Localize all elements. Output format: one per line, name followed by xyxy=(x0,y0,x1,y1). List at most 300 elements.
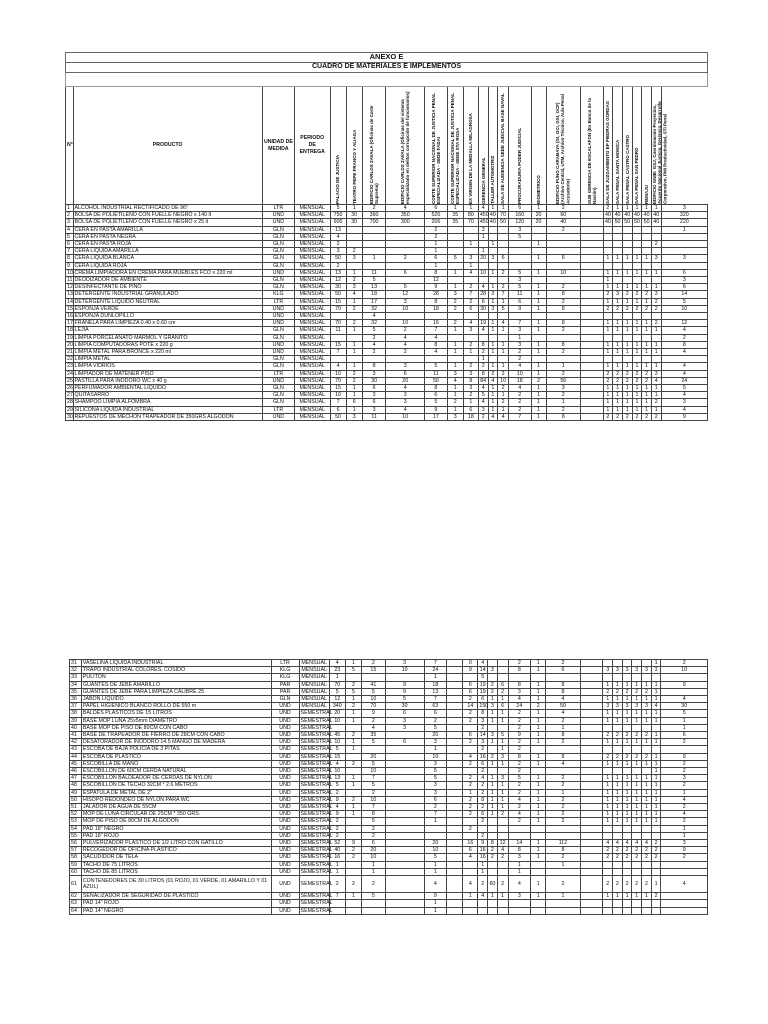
quantity-cell xyxy=(463,313,478,320)
product-name: CREMA LIMPIADORA EN CREMA PARA MUEBLES FCO x 220 ml xyxy=(73,269,262,276)
quantity-cell xyxy=(447,262,463,269)
quantity-cell: 70 xyxy=(498,212,509,219)
product-name: ESPONJA DUNLOPILLO xyxy=(73,313,262,320)
quantity-cell: 70 xyxy=(330,377,346,384)
quantity-cell: 1 xyxy=(622,775,632,782)
quantity-cell xyxy=(447,900,463,907)
quantity-cell xyxy=(622,746,632,753)
quantity-cell: 1 xyxy=(497,796,508,803)
quantity-cell: 1 xyxy=(632,696,642,703)
quantity-cell: 70 xyxy=(330,320,346,327)
quantity-cell: 2 xyxy=(345,681,361,688)
quantity-cell: 2 xyxy=(478,789,488,796)
quantity-cell: 3 xyxy=(613,291,623,298)
quantity-cell: 1 xyxy=(642,818,652,825)
row-number: 2 xyxy=(66,212,74,219)
quantity-cell: 2 xyxy=(622,377,632,384)
quantity-cell xyxy=(531,674,546,681)
quantity-cell: 1 xyxy=(488,811,498,818)
quantity-cell: 1 xyxy=(651,385,661,392)
quantity-cell: 1 xyxy=(497,717,508,724)
table-row xyxy=(66,406,708,413)
table-row xyxy=(66,313,708,320)
unit-cell: UND xyxy=(262,305,294,312)
period-cell: MENSUAL xyxy=(295,406,330,413)
quantity-cell: 1 xyxy=(613,284,623,291)
quantity-cell: 6 xyxy=(546,667,580,674)
quantity-cell xyxy=(632,724,642,731)
table-row xyxy=(70,782,708,789)
quantity-cell: 1 xyxy=(346,406,362,413)
quantity-cell: 1 xyxy=(488,710,498,717)
quantity-cell: 1 xyxy=(603,284,613,291)
quantity-cell xyxy=(386,248,425,255)
quantity-cell: 5 xyxy=(508,284,531,291)
quantity-cell: 5 xyxy=(329,688,345,695)
quantity-cell: 3 xyxy=(651,667,661,674)
quantity-cell: 5 xyxy=(508,269,531,276)
quantity-cell: 1 xyxy=(531,269,546,276)
row-number: 61 xyxy=(70,876,82,893)
quantity-cell: 2 xyxy=(613,413,623,420)
quantity-cell: 3 xyxy=(463,255,478,262)
quantity-cell: 4 xyxy=(425,349,448,356)
table-row xyxy=(70,674,708,681)
quantity-cell: 2 xyxy=(508,717,531,724)
quantity-cell: 1 xyxy=(603,739,613,746)
table-row xyxy=(70,760,708,767)
quantity-cell: 2 xyxy=(463,298,478,305)
quantity-cell: 1 xyxy=(651,205,661,212)
quantity-cell xyxy=(497,818,508,825)
quantity-cell xyxy=(580,804,603,811)
quantity-cell: 5 xyxy=(425,363,448,370)
quantity-cell xyxy=(651,746,661,753)
quantity-cell: 30 xyxy=(480,305,487,312)
quantity-cell: 2 xyxy=(508,349,531,356)
quantity-cell: 4 xyxy=(603,840,613,847)
quantity-cell xyxy=(580,305,603,312)
quantity-cell: 3 xyxy=(385,660,424,667)
quantity-cell: 2 xyxy=(498,284,509,291)
quantity-cell: 1 xyxy=(508,868,531,875)
quantity-cell: 1 xyxy=(632,710,642,717)
quantity-cell: 2 xyxy=(362,334,386,341)
quantity-cell: 14 xyxy=(479,732,486,739)
quantity-cell: 1 xyxy=(508,861,531,868)
quantity-cell: 1 xyxy=(632,320,642,327)
header-location xyxy=(622,87,632,205)
quantity-cell: 3 xyxy=(546,385,580,392)
quantity-cell: 1 xyxy=(632,739,642,746)
row-number: 12 xyxy=(67,284,73,291)
quantity-cell: 1 xyxy=(632,782,642,789)
product-name: CERA LIQUIDA BLANCA xyxy=(73,255,262,262)
quantity-cell xyxy=(580,349,603,356)
period-cell: SEMESTRAL xyxy=(300,854,333,861)
quantity-cell xyxy=(385,796,424,803)
quantity-cell: 3 xyxy=(447,370,463,377)
quantity-cell: 2 xyxy=(546,796,580,803)
quantity-cell: 40 xyxy=(329,847,345,854)
quantity-cell: 2 xyxy=(632,413,642,420)
quantity-cell: 1 xyxy=(478,861,488,868)
quantity-cell: 20 xyxy=(329,710,345,717)
quantity-cell: 2 xyxy=(603,847,613,854)
table-row xyxy=(66,356,708,363)
product-name: ALCOHOL INDUSTRIAL RECTIFICADO DE 96° xyxy=(73,205,262,212)
quantity-cell: 1 xyxy=(603,385,613,392)
quantity-cell: 18 xyxy=(424,681,447,688)
quantity-cell: 23 xyxy=(329,667,345,674)
quantity-cell xyxy=(531,356,546,363)
quantity-cell xyxy=(613,907,623,914)
quantity-cell: 1 xyxy=(651,392,661,399)
quantity-cell xyxy=(622,226,632,233)
product-name: SEÑALIZADOR DE SEGURIDAD DE PLASTICO xyxy=(81,893,271,900)
row-number: 15 xyxy=(67,305,73,312)
quantity-cell: 1 xyxy=(642,349,652,356)
quantity-cell: 2 xyxy=(488,847,498,854)
quantity-cell: 9 xyxy=(463,667,478,674)
quantity-cell xyxy=(642,907,652,914)
quantity-cell xyxy=(488,262,498,269)
quantity-cell: 1 xyxy=(498,327,509,334)
quantity-cell xyxy=(622,248,632,255)
quantity-cell: 1 xyxy=(498,406,509,413)
row-number: 34 xyxy=(70,681,82,688)
period-cell: SEMESTRAL xyxy=(300,868,333,875)
quantity-cell xyxy=(580,861,603,868)
quantity-cell: 50 xyxy=(425,377,448,384)
quantity-cell: 1 xyxy=(642,717,652,724)
quantity-cell: 30 xyxy=(385,703,424,710)
product-name: RECOGEDOR DE OFICINA PLASTICO xyxy=(81,847,271,854)
quantity-cell: 1 xyxy=(447,349,463,356)
quantity-cell: 450 xyxy=(479,219,489,226)
quantity-cell: 4 xyxy=(613,840,623,847)
quantity-cell: 6 xyxy=(508,205,531,212)
quantity-cell xyxy=(642,746,652,753)
row-number: 35 xyxy=(70,688,82,695)
quantity-cell: 2 xyxy=(632,854,642,861)
quantity-cell xyxy=(463,248,478,255)
quantity-cell: 1 xyxy=(531,370,546,377)
quantity-cell: 20 xyxy=(424,840,447,847)
quantity-cell: 6 xyxy=(385,739,424,746)
quantity-cell: 2 xyxy=(632,370,642,377)
quantity-cell: 1 xyxy=(497,893,508,900)
unit-cell: UND xyxy=(271,854,299,861)
quantity-cell: 1 xyxy=(498,363,509,370)
quantity-cell: 1 xyxy=(531,876,546,893)
quantity-cell: 8 xyxy=(546,732,580,739)
product-name: CERA EN PASTA AMARILLA xyxy=(73,226,262,233)
quantity-cell: 2 xyxy=(346,320,362,327)
quantity-cell: 2 xyxy=(651,241,661,248)
row-number: 53 xyxy=(70,818,82,825)
quantity-cell: 1 xyxy=(531,893,546,900)
quantity-cell: 4 xyxy=(386,334,425,341)
quantity-cell: 3 xyxy=(386,363,425,370)
quantity-cell: 4 xyxy=(661,406,707,413)
table-row xyxy=(66,377,708,384)
quantity-cell: 1 xyxy=(632,796,642,803)
row-number: 6 xyxy=(66,241,74,248)
quantity-cell: 2 xyxy=(329,876,345,893)
quantity-cell: 7 xyxy=(330,349,346,356)
quantity-cell xyxy=(622,241,632,248)
quantity-cell: 1 xyxy=(632,893,642,900)
quantity-cell xyxy=(345,907,361,914)
quantity-cell: 2 xyxy=(603,732,613,739)
quantity-cell xyxy=(622,724,632,731)
product-name: ESCOBA DE BAJA POLICIA DE 3 PITAS xyxy=(81,746,271,753)
quantity-cell xyxy=(651,868,661,875)
quantity-cell xyxy=(613,356,623,363)
quantity-cell: 12 xyxy=(330,277,346,284)
quantity-cell: 2 xyxy=(546,854,580,861)
quantity-cell xyxy=(463,868,478,875)
quantity-cell xyxy=(447,226,463,233)
quantity-cell: 3 xyxy=(386,392,425,399)
table-row xyxy=(66,291,708,298)
quantity-cell: 1 xyxy=(632,298,642,305)
header-location-label: TALLER AUTOMOTRIZ xyxy=(490,155,496,204)
quantity-cell: 9 xyxy=(329,796,345,803)
quantity-cell: 1 xyxy=(642,341,652,348)
quantity-cell: 40 xyxy=(489,212,496,219)
quantity-cell: 120 xyxy=(508,219,531,226)
header-location xyxy=(508,87,531,205)
row-number: 43 xyxy=(70,746,82,753)
header-location-label: REMAJU xyxy=(643,184,649,204)
quantity-cell: 2 xyxy=(345,760,361,767)
quantity-cell: 3 xyxy=(661,277,707,284)
quantity-cell: 15 xyxy=(362,667,386,674)
quantity-cell: 5 xyxy=(497,732,508,739)
quantity-cell: 6 xyxy=(424,710,447,717)
quantity-cell: 5 xyxy=(661,710,708,717)
row-number: 37 xyxy=(70,703,82,710)
quantity-cell: 2 xyxy=(632,305,642,312)
quantity-cell: 3 xyxy=(661,775,708,782)
quantity-cell xyxy=(447,233,463,240)
table-row xyxy=(70,796,708,803)
quantity-cell xyxy=(463,768,478,775)
quantity-cell: 1 xyxy=(329,868,345,875)
quantity-cell: 2 xyxy=(329,818,345,825)
quantity-cell: 3 xyxy=(661,255,707,262)
quantity-cell: 2 xyxy=(329,789,345,796)
quantity-cell xyxy=(447,717,463,724)
quantity-cell xyxy=(531,907,546,914)
quantity-cell xyxy=(580,219,603,226)
quantity-cell: 1 xyxy=(488,320,498,327)
table-row xyxy=(66,349,708,356)
quantity-cell: 1 xyxy=(463,399,478,406)
quantity-cell: 10 xyxy=(546,269,580,276)
quantity-cell: 4 xyxy=(488,377,498,384)
quantity-cell: 700 xyxy=(362,219,386,226)
period-cell: MENSUAL xyxy=(295,291,330,298)
quantity-cell xyxy=(622,868,632,875)
quantity-cell: 16 xyxy=(479,854,486,861)
quantity-cell xyxy=(580,840,603,847)
quantity-cell: 11 xyxy=(362,269,386,276)
quantity-cell xyxy=(447,818,463,825)
quantity-cell: 4 xyxy=(642,840,652,847)
product-name: PAD 18" NEGRO xyxy=(81,825,271,832)
quantity-cell xyxy=(613,746,623,753)
row-number: 19 xyxy=(67,334,73,341)
quantity-cell: 3 xyxy=(508,893,531,900)
quantity-cell: 1 xyxy=(362,861,386,868)
table-row xyxy=(70,775,708,782)
row-number: 20 xyxy=(67,341,73,348)
quantity-cell: 8 xyxy=(546,753,580,760)
quantity-cell xyxy=(463,900,478,907)
quantity-cell xyxy=(508,248,531,255)
period-cell: MENSUAL xyxy=(295,298,330,305)
quantity-cell: 2 xyxy=(613,688,623,695)
quantity-cell: 2 xyxy=(603,291,613,298)
quantity-cell xyxy=(603,724,613,731)
quantity-cell: 2 xyxy=(603,413,613,420)
quantity-cell xyxy=(488,313,498,320)
table-row xyxy=(70,907,708,914)
period-cell: MENSUAL xyxy=(295,277,330,284)
quantity-cell xyxy=(632,900,642,907)
quantity-cell: 3 xyxy=(632,667,642,674)
quantity-cell: 1 xyxy=(463,789,478,796)
quantity-cell xyxy=(497,768,508,775)
quantity-cell: 2 xyxy=(508,399,531,406)
quantity-cell: 3 xyxy=(488,703,498,710)
unit-cell: UND xyxy=(271,739,299,746)
quantity-cell: 9 xyxy=(661,753,708,760)
quantity-cell: 6 xyxy=(661,732,708,739)
quantity-cell: 10 xyxy=(386,320,425,327)
quantity-cell xyxy=(642,313,652,320)
unit-cell: UND xyxy=(262,349,294,356)
quantity-cell: 1 xyxy=(546,363,580,370)
quantity-cell: 4 xyxy=(463,320,478,327)
quantity-cell: 70 xyxy=(463,219,478,226)
quantity-cell xyxy=(531,233,546,240)
quantity-cell: 3 xyxy=(508,277,531,284)
quantity-cell: 11 xyxy=(330,327,346,334)
header-location xyxy=(613,87,623,205)
unit-cell: UND xyxy=(271,900,299,907)
quantity-cell xyxy=(580,796,603,803)
table-row xyxy=(66,363,708,370)
quantity-cell: 9 xyxy=(508,305,531,312)
unit-cell: KLG xyxy=(271,674,299,681)
period-cell: MENSUAL xyxy=(299,703,329,710)
quantity-cell: 2 xyxy=(642,854,652,861)
quantity-cell xyxy=(580,667,603,674)
product-name: QUITASARRO xyxy=(73,392,262,399)
quantity-cell xyxy=(580,900,603,907)
row-number: 11 xyxy=(67,277,73,284)
quantity-cell: 8 xyxy=(463,377,478,384)
quantity-cell: 1 xyxy=(346,392,362,399)
period-cell: MENSUAL xyxy=(295,356,330,363)
quantity-cell: 1 xyxy=(603,696,613,703)
quantity-cell: 1 xyxy=(488,760,498,767)
quantity-cell: 1 xyxy=(661,832,708,839)
row-number: 56 xyxy=(70,840,82,847)
quantity-cell: 2 xyxy=(346,248,362,255)
quantity-cell: 1 xyxy=(613,681,623,688)
quantity-cell: 750 xyxy=(330,212,346,219)
unit-cell: UND xyxy=(262,320,294,327)
quantity-cell xyxy=(386,226,425,233)
quantity-cell xyxy=(330,334,346,341)
row-number: 16 xyxy=(67,313,73,320)
quantity-cell: 2 xyxy=(546,818,580,825)
quantity-cell: 5 xyxy=(424,768,447,775)
quantity-cell: 2 xyxy=(546,406,580,413)
quantity-cell: 50 xyxy=(330,413,346,420)
quantity-cell xyxy=(498,233,509,240)
quantity-cell: 17 xyxy=(362,298,386,305)
quantity-cell: 1 xyxy=(622,739,632,746)
quantity-cell: 6 xyxy=(385,710,424,717)
quantity-cell: 2 xyxy=(508,782,531,789)
quantity-cell xyxy=(580,313,603,320)
quantity-cell: 1 xyxy=(622,406,632,413)
quantity-cell xyxy=(622,861,632,868)
row-number: 52 xyxy=(70,811,82,818)
header-location xyxy=(478,87,488,205)
period-cell: MENSUAL xyxy=(295,363,330,370)
quantity-cell xyxy=(488,818,498,825)
quantity-cell: 1 xyxy=(632,681,642,688)
quantity-cell xyxy=(661,313,707,320)
quantity-cell: 4 xyxy=(386,406,425,413)
quantity-cell xyxy=(580,825,603,832)
quantity-cell: 8 xyxy=(425,269,448,276)
quantity-cell: 2 xyxy=(463,782,478,789)
quantity-cell: 70 xyxy=(330,305,346,312)
quantity-cell: 6 xyxy=(463,732,478,739)
quantity-cell: 2 xyxy=(632,291,642,298)
quantity-cell xyxy=(508,255,531,262)
quantity-cell: 1 xyxy=(497,760,508,767)
quantity-cell: 6 xyxy=(424,796,447,803)
unit-cell: GLN xyxy=(262,399,294,406)
quantity-cell: 2 xyxy=(642,377,652,384)
quantity-cell: 4 xyxy=(330,233,346,240)
quantity-cell: 1 xyxy=(498,341,509,348)
quantity-cell xyxy=(613,868,623,875)
quantity-cell: 2 xyxy=(346,305,362,312)
table-row xyxy=(70,876,708,893)
product-name: TRAPO INDUSTRIAL COLORES, COSIDO xyxy=(81,667,271,674)
quantity-cell: 2 xyxy=(546,876,580,893)
unit-cell: GLN xyxy=(271,696,299,703)
quantity-cell: 2 xyxy=(661,760,708,767)
unit-cell: LTR xyxy=(262,298,294,305)
quantity-cell xyxy=(508,900,531,907)
quantity-cell xyxy=(447,667,463,674)
quantity-cell xyxy=(632,746,642,753)
quantity-cell: 1 xyxy=(622,760,632,767)
header-location-label: GERENCIA GENERAL xyxy=(480,156,486,204)
unit-cell: UND xyxy=(271,724,299,731)
